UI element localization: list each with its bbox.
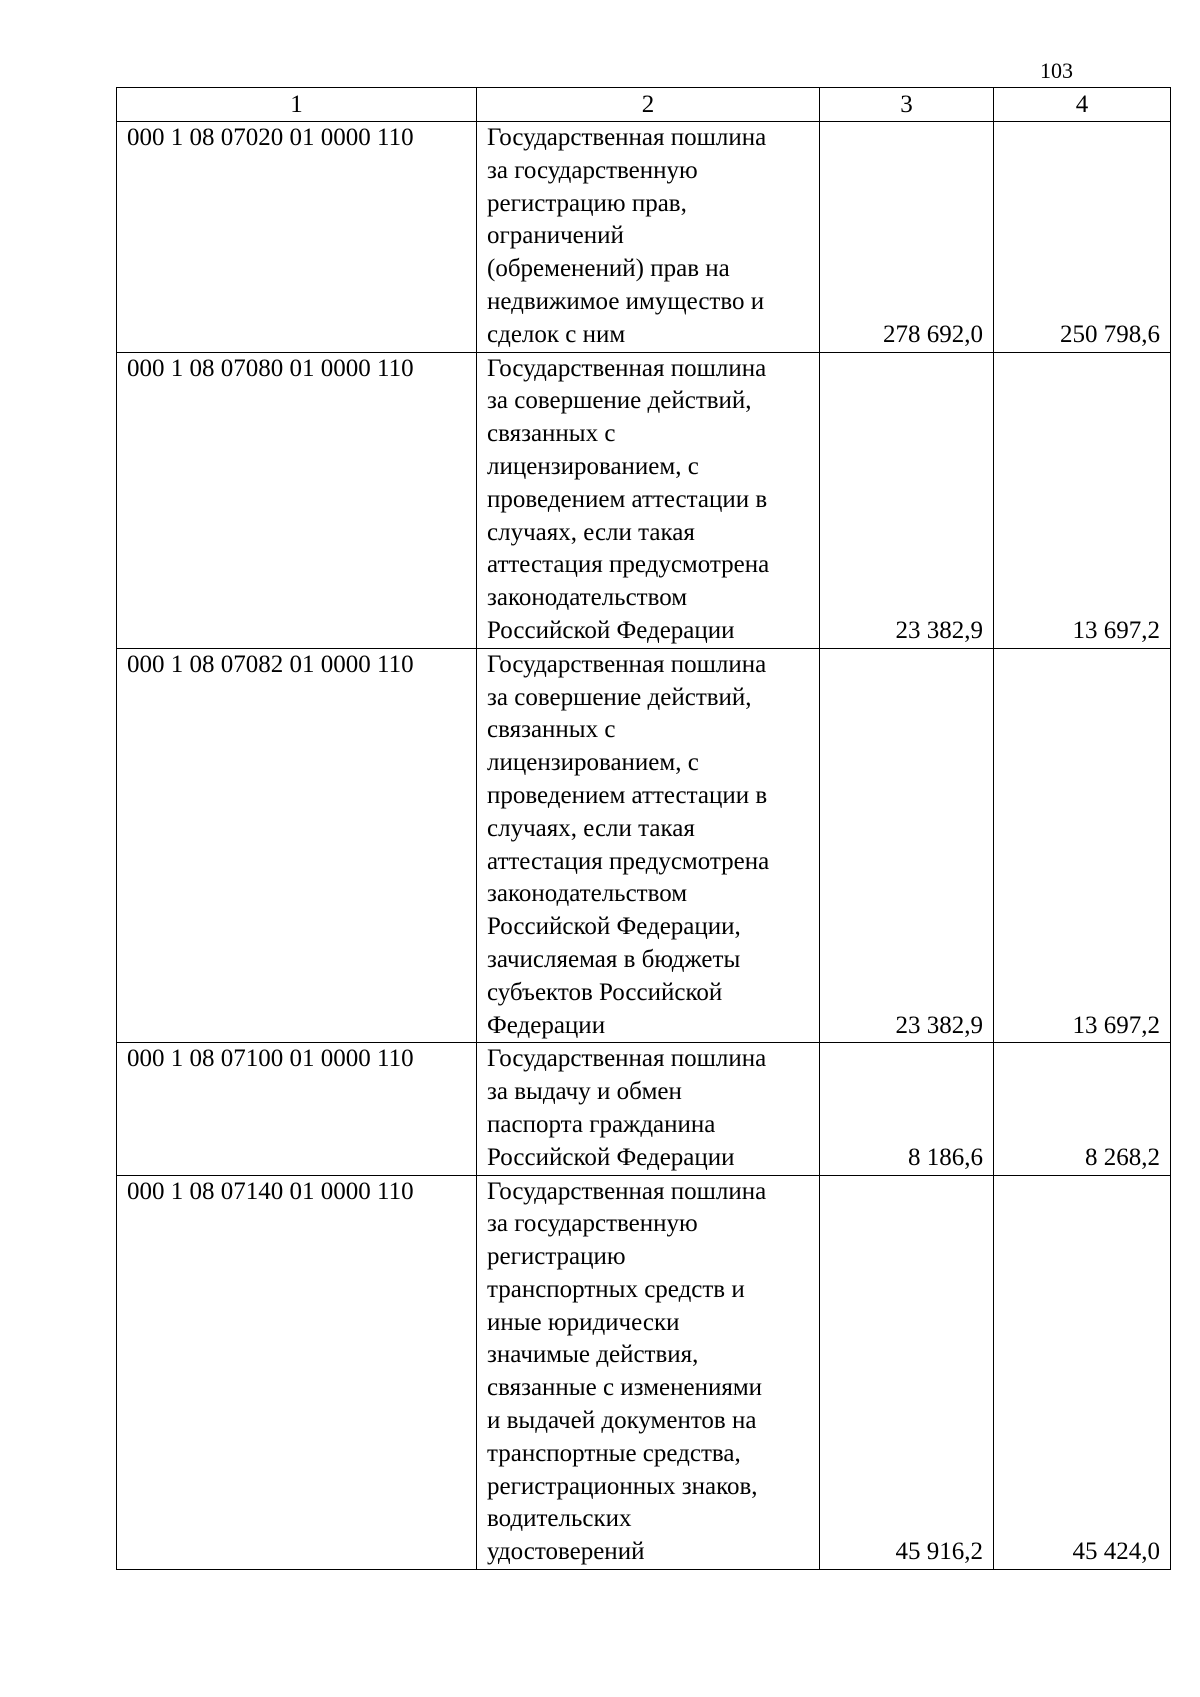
revenue-name-line: транспортные средства, xyxy=(487,1439,741,1467)
revenue-name-line: Российской Федерации, xyxy=(487,913,741,941)
revenue-name-line: Российской Федерации xyxy=(487,1143,735,1171)
column-header-2: 2 xyxy=(477,88,820,122)
revenue-name-line: за совершение действий, xyxy=(487,387,752,415)
column-header-4: 4 xyxy=(994,88,1171,122)
revenue-name-cell xyxy=(477,1175,820,1570)
revenue-name-line: за выдачу и обмен xyxy=(487,1078,682,1106)
revenue-name-line: зачисляемая в бюджеты xyxy=(487,945,741,973)
table-row xyxy=(117,648,1171,1043)
revenue-name-line: Федерации xyxy=(487,1011,606,1039)
table-row xyxy=(117,122,1171,353)
header-row xyxy=(117,88,1171,122)
revenue-name-line: за государственную xyxy=(487,1210,698,1238)
revenue-name-cell xyxy=(477,1043,820,1175)
revenue-name-line: регистрационных знаков, xyxy=(487,1472,758,1500)
revenue-name-cell xyxy=(477,122,820,353)
revenue-name-line: проведением аттестации в xyxy=(487,485,768,513)
revenue-name-line: аттестация предусмотрена xyxy=(487,847,770,875)
amount-col4-cell: 45 424,0 xyxy=(994,1175,1171,1570)
amount-col3-cell: 8 186,6 xyxy=(820,1043,994,1175)
revenue-name-line: за государственную xyxy=(487,156,698,184)
table-body xyxy=(117,122,1171,1570)
revenue-name-line: законодательством xyxy=(487,584,688,612)
revenue-name-line: связанные с изменениями xyxy=(487,1374,763,1402)
revenue-name-line: Государственная пошлина xyxy=(487,650,767,678)
amount-col3-cell: 23 382,9 xyxy=(820,352,994,648)
revenue-name-line: Государственная пошлина xyxy=(487,354,767,382)
revenue-name-line: иные юридически xyxy=(487,1308,680,1336)
table-row xyxy=(117,352,1171,648)
revenue-name-line: связанных с xyxy=(487,420,616,448)
amount-col3-cell: 278 692,0 xyxy=(820,122,994,353)
revenue-name-line: водительских xyxy=(487,1505,632,1533)
revenue-name-line: случаях, если такая xyxy=(487,518,695,546)
revenue-name-line: и выдачей документов на xyxy=(487,1407,757,1435)
revenue-name-line: лицензированием, с xyxy=(487,452,699,480)
amount-col4-cell: 13 697,2 xyxy=(994,352,1171,648)
revenue-name-line: удостоверений xyxy=(487,1538,645,1566)
revenue-name-cell xyxy=(477,352,820,648)
revenue-name-line: сделок с ним xyxy=(487,320,626,348)
revenue-name-line: (обременений) прав на xyxy=(487,255,730,283)
revenue-name-line: Государственная пошлина xyxy=(487,1177,767,1205)
revenue-name-line: Государственная пошлина xyxy=(487,124,767,151)
revenue-name-line: аттестация предусмотрена xyxy=(487,551,770,579)
revenue-name-line: связанных с xyxy=(487,716,616,744)
table-row xyxy=(117,1175,1171,1570)
revenue-code-cell: 000 1 08 07080 01 0000 110 xyxy=(117,352,477,648)
revenue-name-line: за совершение действий, xyxy=(487,683,752,711)
column-header-3: 3 xyxy=(820,88,994,122)
revenue-name-line: регистрацию xyxy=(487,1243,626,1271)
page-number: 103 xyxy=(1040,58,1073,83)
revenue-name-line: регистрацию прав, xyxy=(487,189,687,217)
revenue-name-line: проведением аттестации в xyxy=(487,781,768,809)
revenue-name-line: субъектов Российской xyxy=(487,978,723,1006)
revenue-name-cell xyxy=(477,648,820,1043)
amount-col4-cell: 250 798,6 xyxy=(994,122,1171,353)
amount-col4-cell: 13 697,2 xyxy=(994,648,1171,1043)
amount-col4-cell: 8 268,2 xyxy=(994,1043,1171,1175)
revenue-name-line: значимые действия, xyxy=(487,1341,699,1369)
revenue-name-line: случаях, если такая xyxy=(487,814,695,842)
revenue-code-cell: 000 1 08 07140 01 0000 110 xyxy=(117,1175,477,1570)
revenue-table xyxy=(116,87,1171,1570)
revenue-code-cell: 000 1 08 07082 01 0000 110 xyxy=(117,648,477,1043)
revenue-code-cell: 000 1 08 07100 01 0000 110 xyxy=(117,1043,477,1175)
revenue-name-line: ограничений xyxy=(487,222,624,250)
revenue-name-line: паспорта гражданина xyxy=(487,1110,716,1138)
revenue-name-line: недвижимое имущество и xyxy=(487,287,765,315)
table-row xyxy=(117,1043,1171,1175)
revenue-code-cell: 000 1 08 07020 01 0000 110 xyxy=(117,122,477,353)
revenue-name-line: Государственная пошлина xyxy=(487,1045,767,1073)
column-header-1: 1 xyxy=(117,88,477,122)
amount-col3-cell: 23 382,9 xyxy=(820,648,994,1043)
revenue-name-line: законодательством xyxy=(487,880,688,908)
revenue-name-line: транспортных средств и xyxy=(487,1275,745,1303)
revenue-name-line: Российской Федерации xyxy=(487,616,735,644)
revenue-name-line: лицензированием, с xyxy=(487,749,699,777)
amount-col3-cell: 45 916,2 xyxy=(820,1175,994,1570)
